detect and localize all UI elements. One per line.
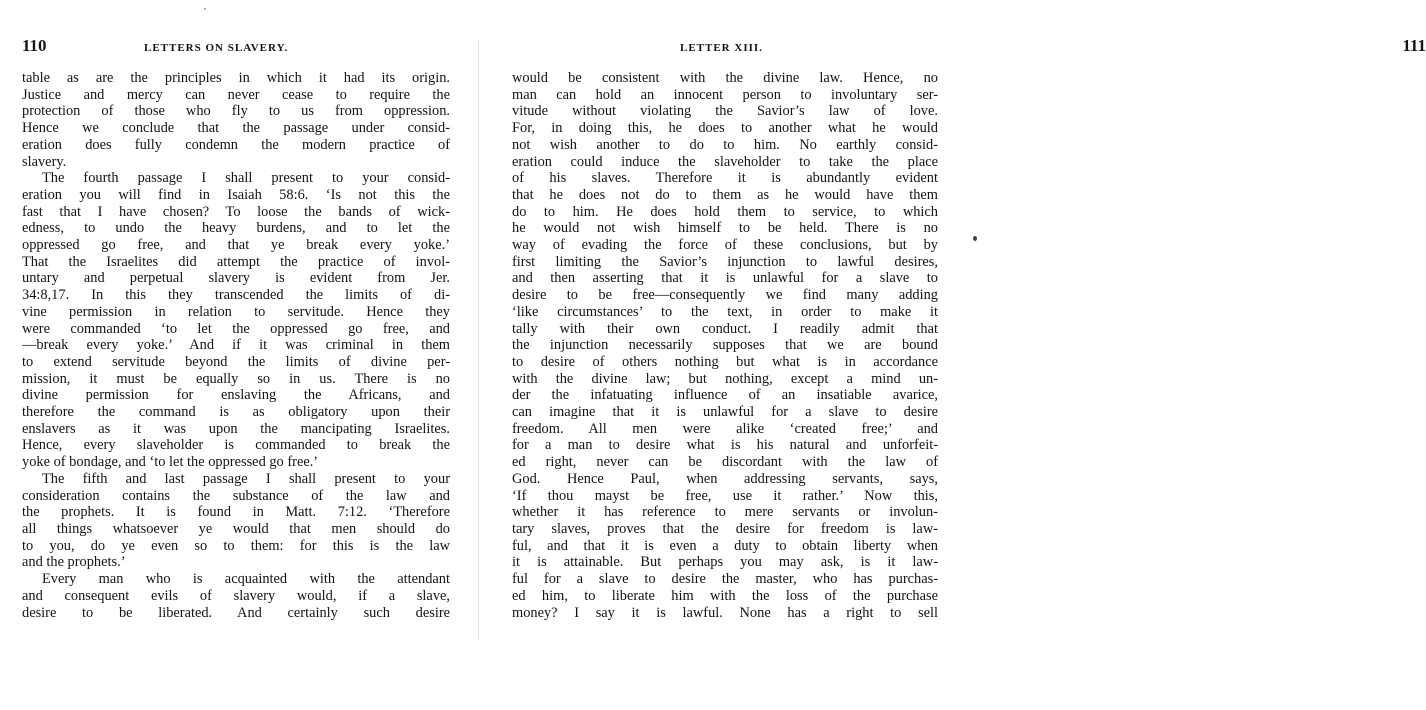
text-line: whether it has reference to mere servants or involun-: [512, 504, 938, 521]
text-line: consideration contains the substance of the law and: [22, 487, 450, 504]
text-line: first limiting the Savior’s injunction to lawful desires,: [512, 253, 938, 270]
text-line: oppressed go free, and that ye break every yoke.’: [22, 237, 450, 254]
text-line: the injunction necessarily supposes that we are bound: [512, 337, 938, 354]
text-line: for a man to desire what is his natural and unforfeit-: [512, 437, 938, 454]
text-line: vitude without violating the Savior’s law of love.: [512, 103, 938, 120]
text-line: For, in doing this, he does to another what he would: [512, 120, 938, 137]
text-line: and the prophets.’: [22, 554, 126, 571]
text-line: desire to be free—consequently we find many adding: [512, 287, 938, 304]
text-line: eration does fully condemn the modern practice of: [22, 136, 450, 153]
text-line: therefore the command is as obligatory upon their: [22, 404, 450, 421]
scan-speck: [204, 8, 206, 10]
left-page-number: 110: [22, 36, 47, 55]
text-line: ‘If thou mayst be free, use it rather.’ Now this,: [512, 487, 938, 504]
text-line: would be consistent with the divine law. Hence, no: [512, 70, 938, 86]
text-line: money? I say it is lawful. None has a right to sell: [512, 604, 938, 621]
right-page-body: [512, 70, 938, 621]
text-line: der the infatuating influence of an insatiable avarice,: [512, 387, 938, 404]
text-line: tary slaves, proves that the desire for freedom is law-: [512, 520, 938, 537]
text-line: tally with their own conduct. I readily admit that: [512, 320, 938, 337]
text-line: yoke of bondage, and ‘to let the oppressed go free.’: [22, 454, 319, 471]
left-page: [0, 0, 470, 710]
text-line: The fifth and last passage I shall present to your: [42, 470, 450, 487]
text-line: Hence, every slaveholder is commanded to break the: [22, 437, 450, 454]
text-line: ed him, to liberate him with the loss of the purchase: [512, 587, 938, 604]
text-line: man can hold an innocent person to involuntary ser-: [512, 86, 938, 103]
text-line: 34:8,17. In this they transcended the limits of di-: [22, 287, 450, 304]
text-line: freedom. All men were alike ‘created free;’ and: [512, 420, 938, 437]
right-page: [490, 0, 1426, 710]
text-line: not wish another to do to him. No earthly consid-: [512, 136, 938, 153]
text-line: ‘like circumstances’ to the text, in order to make it: [512, 303, 938, 320]
right-page-header: [680, 36, 1426, 60]
text-line: fast that I have chosen? To loose the bands of wick-: [22, 203, 450, 220]
text-line: to you, do ye even so to them: for this is the law: [22, 537, 450, 554]
text-line: to desire of others nothing but what is in accordance: [512, 353, 938, 370]
text-line: with the divine law; but nothing, except a mind un-: [512, 370, 938, 387]
text-line: were commanded ‘to let the oppressed go free, and: [22, 320, 450, 337]
text-line: it is attainable. But perhaps you may ask, is it law-: [512, 554, 938, 571]
text-line: —break every yoke.’ And if it was criminal in them: [22, 337, 450, 354]
text-line: ful for a slave to desire the master, who has purchas-: [512, 571, 938, 588]
text-line: divine permission for enslaving the Africans, and: [22, 387, 450, 404]
text-line: That the Israelites did attempt the practice of invol-: [22, 253, 450, 270]
text-line: can imagine that it is unlawful for a slave to desire: [512, 404, 938, 421]
left-running-title: LETTERS ON SLAVERY.: [144, 42, 289, 54]
text-line: the prophets. It is found in Matt. 7:12. ‘Therefore: [22, 504, 450, 521]
text-line: way of evading the force of these conclusions, but by: [512, 237, 938, 254]
text-line: that he does not do to them as he would have them: [512, 186, 938, 203]
left-page-header: [22, 36, 448, 60]
text-line: Every man who is acquainted with the attendant: [42, 571, 450, 588]
right-page-number: 111: [1402, 36, 1426, 55]
right-running-title: LETTER XIII.: [680, 42, 763, 54]
text-line: vine permission in relation to servitude. Hence they: [22, 303, 450, 320]
text-line: desire to be liberated. And certainly such desire: [22, 604, 450, 621]
text-line: do to him. He does hold them to service, to which: [512, 203, 938, 220]
left-page-body: [22, 70, 450, 621]
text-line: slavery.: [22, 153, 67, 170]
text-line: ful, and that it is even a duty to obtain liberty when: [512, 537, 938, 554]
text-line: mission, it must be equally so in us. There is no: [22, 370, 450, 387]
text-line: eration you will find in Isaiah 58:6. ‘Is not this the: [22, 186, 450, 203]
text-line: Hence we conclude that the passage under consid-: [22, 120, 450, 137]
text-line: eration could induce the slaveholder to take the place: [512, 153, 938, 170]
text-line: edness, to undo the heavy burdens, and to let the: [22, 220, 450, 237]
text-line: ed right, never can be discordant with the law of: [512, 454, 938, 471]
text-line: and then asserting that it is unlawful for a slave to: [512, 270, 938, 287]
text-line: all things whatsoever ye would that men should do: [22, 520, 450, 537]
text-line: God. Hence Paul, when addressing servants, says,: [512, 470, 938, 487]
text-line: The fourth passage I shall present to your consid-: [42, 170, 450, 187]
text-line: and consequent evils of slavery would, if a slave,: [22, 587, 450, 604]
text-line: to extend servitude beyond the limits of divine per-: [22, 353, 450, 370]
text-line: he would not wish himself to be held. There is no: [512, 220, 938, 237]
gutter-shadow: [478, 40, 479, 640]
text-line: table as are the principles in which it had its origin.: [22, 70, 450, 86]
scan-speck: [973, 236, 977, 241]
text-line: untary and perpetual slavery is evident from Jer.: [22, 270, 450, 287]
text-line: of his slaves. Therefore it is abundantly evident: [512, 170, 938, 187]
text-line: enslavers as it was upon the mancipating Israelites.: [22, 420, 450, 437]
text-line: Justice and mercy can never cease to require the: [22, 86, 450, 103]
text-line: protection of those who fly to us from oppression.: [22, 103, 450, 120]
